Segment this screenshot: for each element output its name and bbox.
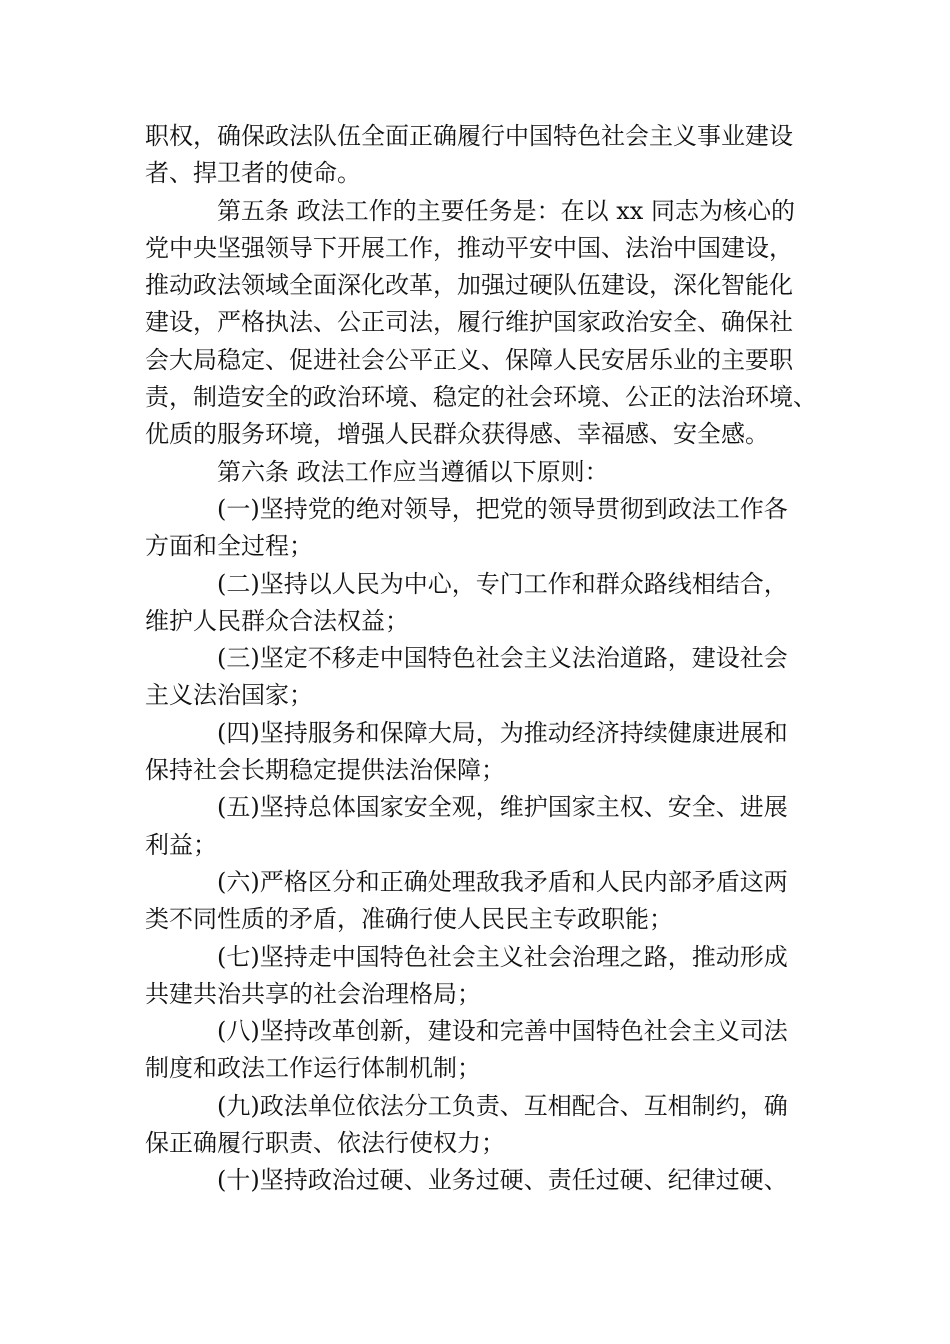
text-line: (四)坚持服务和保障大局，为推动经济持续健康进展和 [217,718,788,747]
text-line: 党中央坚强领导下开展工作，推动平安中国、法治中国建设， [145,233,793,262]
text-line: 主义法治国家； [145,681,313,710]
text-line: 保持社会长期稳定提供法治保障； [145,756,505,785]
text-line: 优质的服务环境，增强人民群众获得感、幸福感、安全感。 [145,420,769,449]
text-line: 职权，确保政法队伍全面正确履行中国特色社会主义事业建设 [145,122,793,150]
text-line: (九)政法单位依法分工负责、互相配合、互相制约，确 [217,1091,788,1120]
text-line: 会大局稳定、促进社会公平正义、保障人民安居乐业的主要职 [145,345,793,374]
text-line: (十)坚持政治过硬、业务过硬、责任过硬、纪律过硬、 [217,1166,788,1195]
document-body [145,118,817,1200]
text-line: 者、捍卫者的使命。 [145,159,361,188]
text-line: (一)坚持党的绝对领导，把党的领导贯彻到政法工作各 [217,494,788,523]
text-line: (三)坚定不移走中国特色社会主义法治道路，建设社会 [217,644,788,673]
text-line: 建设，严格执法、公正司法，履行维护国家政治安全、确保社 [145,308,793,337]
text-line: (八)坚持改革创新，建设和完善中国特色社会主义司法 [217,1017,788,1046]
text-line: (二)坚持以人民为中心，专门工作和群众路线相结合， [217,569,788,598]
text-line: 第六条 政法工作应当遵循以下原则： [217,457,609,486]
text-line: (六)严格区分和正确处理敌我矛盾和人民内部矛盾这两 [217,867,788,896]
text-line: 类不同性质的矛盾，准确行使人民民主专政职能； [145,905,673,934]
text-line: (五)坚持总体国家安全观，维护国家主权、安全、进展 [217,793,788,822]
text-line: 制度和政法工作运行体制机制； [145,1054,481,1083]
text-line: 第五条 政法工作的主要任务是：在以 xx 同志为核心的 [217,196,795,225]
text-line: 维护人民群众合法权益； [145,606,409,635]
text-line: 共建共治共享的社会治理格局； [145,979,481,1008]
text-line: 推动政法领域全面深化改革，加强过硬队伍建设，深化智能化 [145,271,793,300]
text-line: (七)坚持走中国特色社会主义社会治理之路，推动形成 [217,942,788,971]
text-line: 责，制造安全的政治环境、稳定的社会环境、公正的法治环境、 [145,383,817,412]
text-line: 方面和全过程； [145,532,313,561]
text-line: 利益； [145,830,217,859]
text-line: 保正确履行职责、依法行使权力； [145,1129,505,1158]
